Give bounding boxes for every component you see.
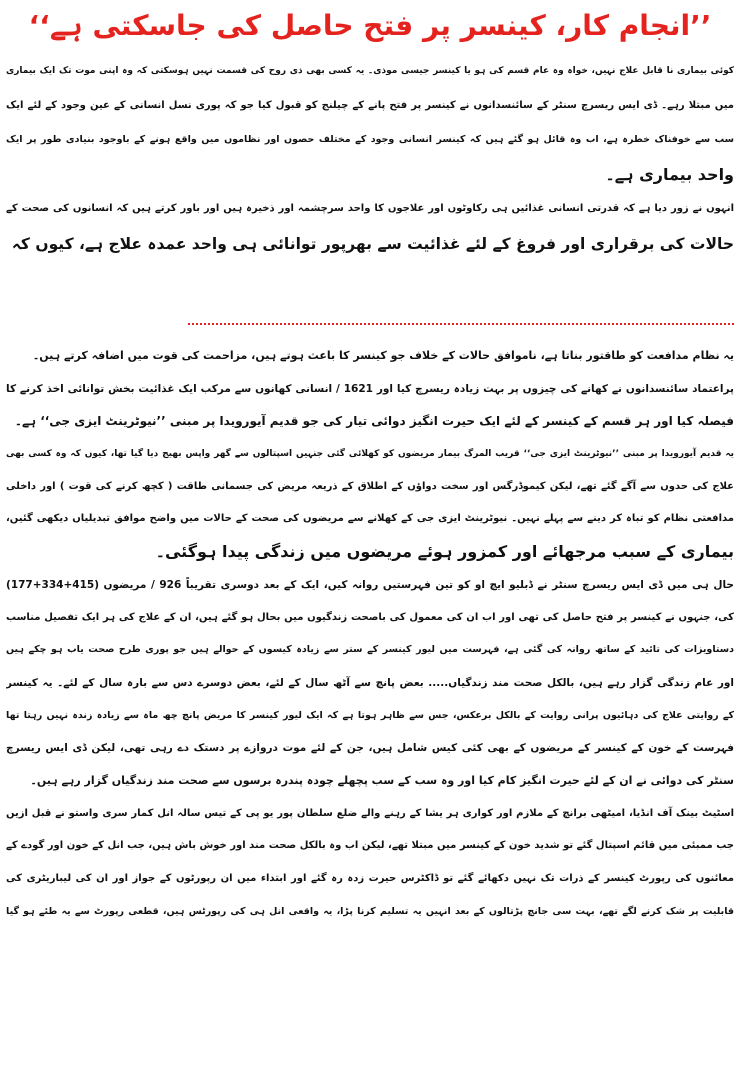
text-line: جب ممبئی میں قائم اسپتال گئے تو شدید خون کے کینسر میں مبتلا تھے، لیکن اب وہ بالکل صحت مند اور خوش باش ہیں، جب انل کے خون اور گودے کے [6,840,734,852]
text-line: فہرست کے خون کے کینسر کے مریضوں کے بھی کئی کیس شامل ہیں، جن کے لئے موت دروازے پر دستک دے رہی تھی، لیکن ڈی ایس ریسرچ [6,742,734,755]
text-line: کے روایتی علاج کی دہائیوں پرانی روایت کے بالکل برعکس، جس سے ظاہر ہوتا ہے کہ ایک لیور کینسر کا مریض پانچ چھ ماہ سے زیادہ زندہ نہیں رہتا تھا [6,709,734,721]
text-line: فیصلہ کیا اور ہر قسم کے کینسر کے لئے ایک حیرت انگیز دوائی تیار کی جو قدیم آیورویدا پر مبنی ’’نیوٹرینٹ ایزی جی‘‘ ہے۔ [14,414,734,429]
text-line: حال ہی میں ڈی ایس ریسرچ سنٹر نے ڈبلیو ایچ او کو تین فہرستیں روانہ کیں، ایک کے بعد دوسری تقریباً 926 / مریضوں (415+334+177) [6,578,734,591]
text-line: سب سے خوفناک خطرہ ہے، اب وہ قائل ہو گئے ہیں کہ کینسر انسانی وجود کے مختلف حصوں اور نظاموں میں واقع ہونے کے باوجود بنیادی طور پر ایک [6,134,734,145]
text-line: یہ نظام مدافعت کو طاقتور بناتا ہے، ناموافق حالات کے خلاف جو کینسر کا باعث ہوتے ہیں، مزاحمت کی قوت میں اضافہ کرتے ہیں۔ [32,349,734,362]
text-line: بیماری کے سبب مرجھائے اور کمزور ہوئے مریضوں میں زندگی پیدا ہوگئی۔ [155,542,734,562]
text-line: واحد بیماری ہے۔ [605,164,734,184]
text-line: پراعتماد سائنسدانوں نے کھانے کی چیزوں پر بہت زیادہ ریسرچ کیا اور 1621 / انسانی کھانوں سے مرکب ایک غذائیت بخش توانائی اخذ کرنے کا [6,382,734,395]
text-line: کی، جنہوں نے کینسر پر فتح حاصل کی تھی اور اب ان کی معمول کی باصحت زندگیوں میں بحال ہو گئے ہیں، ان کے علاج کی ہر ایک تفصیل مناسب [6,611,734,623]
dotted-separator [188,323,734,325]
text-line: قابلیت پر شک کرنے لگے تھے، بہت سی جانچ پڑتالوں کے بعد انہیں یہ تسلیم کرنا پڑا، یہ واقعی انل ہی کی رپورٹس ہیں، قطعی رپورٹ سے یہ طئے ہو گیا [6,905,734,917]
text-line: حالات کی برقراری اور فروغ کے لئے غذائیت سے بھرپور توانائی ہی واحد عمدہ علاج ہے، کیوں کہ [11,234,734,253]
text-line: سنٹر کی دوائی نے ان کے لئے حیرت انگیز کام کیا اور وہ سب کے سب پچھلے چودہ پندرہ برسوں سے صحت مند زندگیاں گزار رہے ہیں۔ [30,773,734,787]
text-line: میں مبتلا رہے۔ ڈی ایس ریسرچ سنٹر کے سائنسدانوں نے کینسر پر فتح پانے کے چیلنج کو قبول کیا جو کہ پوری نسل انسانی کے عین وجود کے لئے ایک [6,99,734,111]
text-line: مدافعتی نظام کو تباہ کر دینے سے پہلے نہیں۔ نیوٹرینٹ ایزی جی کے کھلانے سے مریضوں کی صحت کے حالات میں واضح موافق تبدیلیاں دیکھی گئیں، [6,513,734,525]
text-line: دستاویزات کی تائید کے ساتھ روانہ کی گئی ہے، فہرست میں لیور کینسر کے ستر سے زیادہ کیسوں کے حوالے ہیں جو پوری طرح صحت یاب ہو چکے ہیں [6,644,734,656]
text-line: علاج کی حدوں سے آگے گئے تھے، لیکن کیموڈرگس اور سخت دواؤں کے اطلاق کے ذریعہ مریض کی جسمانی طاقت ( کچھ کرنے کی قوت ) اور داخلی [6,480,734,492]
intro-paragraphs [6,54,734,261]
text-line: اسٹیٹ بینک آف انڈیا، امیٹھی برانچ کے ملازم اور کواری ہر یشا کے رہنے والے ضلع سلطان پور یو پی کے تیس سالہ انل کمار سری واستو نے قبل ازیں [6,807,734,819]
text-line: انہوں نے زور دیا ہے کہ قدرتی انسانی غذائیں ہی رکاوٹوں اور علاجوں کا واحد سرچشمہ اور ذخیرہ ہیں اور باور کرتے ہیں کہ انسانوں کی صحت کے [6,203,734,214]
text-line: معائنوں کی رپورٹ کینسر کے ذرات تک نہیں دکھائے گئے تو ڈاکٹرس حیرت زدہ رہ گئے اور ابتداء میں ان رپورٹوں کے جواز اور ان کی لیباریٹری کی [6,873,734,884]
article-title: ’’انجام کار، کینسر پر فتح حاصل کی جاسکتی ہے‘‘ [28,9,712,42]
body-paragraphs [6,340,734,928]
text-line: اور عام زندگی گزار رہے ہیں، بالکل صحت مند زندگیاں..... بعض پانچ سے آٹھ سال کے لئے، بعض دوسرے دس سے بارہ سال کے لئے۔ یہ کینسر [6,676,734,689]
text-line: یہ قدیم آیورویدا پر مبنی ’’نیوٹرینٹ ایزی جی‘‘ قریب المرگ بیمار مریضوں کو کھلائی گئی جنہیں اسپتالوں سے گھر واپس بھیج دیا گیا تھا، کیوں کہ وہ کسی بھی [6,449,734,460]
text-line: کوئی بیماری نا قابل علاج نہیں، خواہ وہ عام قسم کی ہو یا کینسر جیسی موذی۔ یہ کسی بھی ذی روح کی قسمت نہیں ہوسکتی کہ وہ اپنی موت تک ایک بیماری [6,66,734,76]
